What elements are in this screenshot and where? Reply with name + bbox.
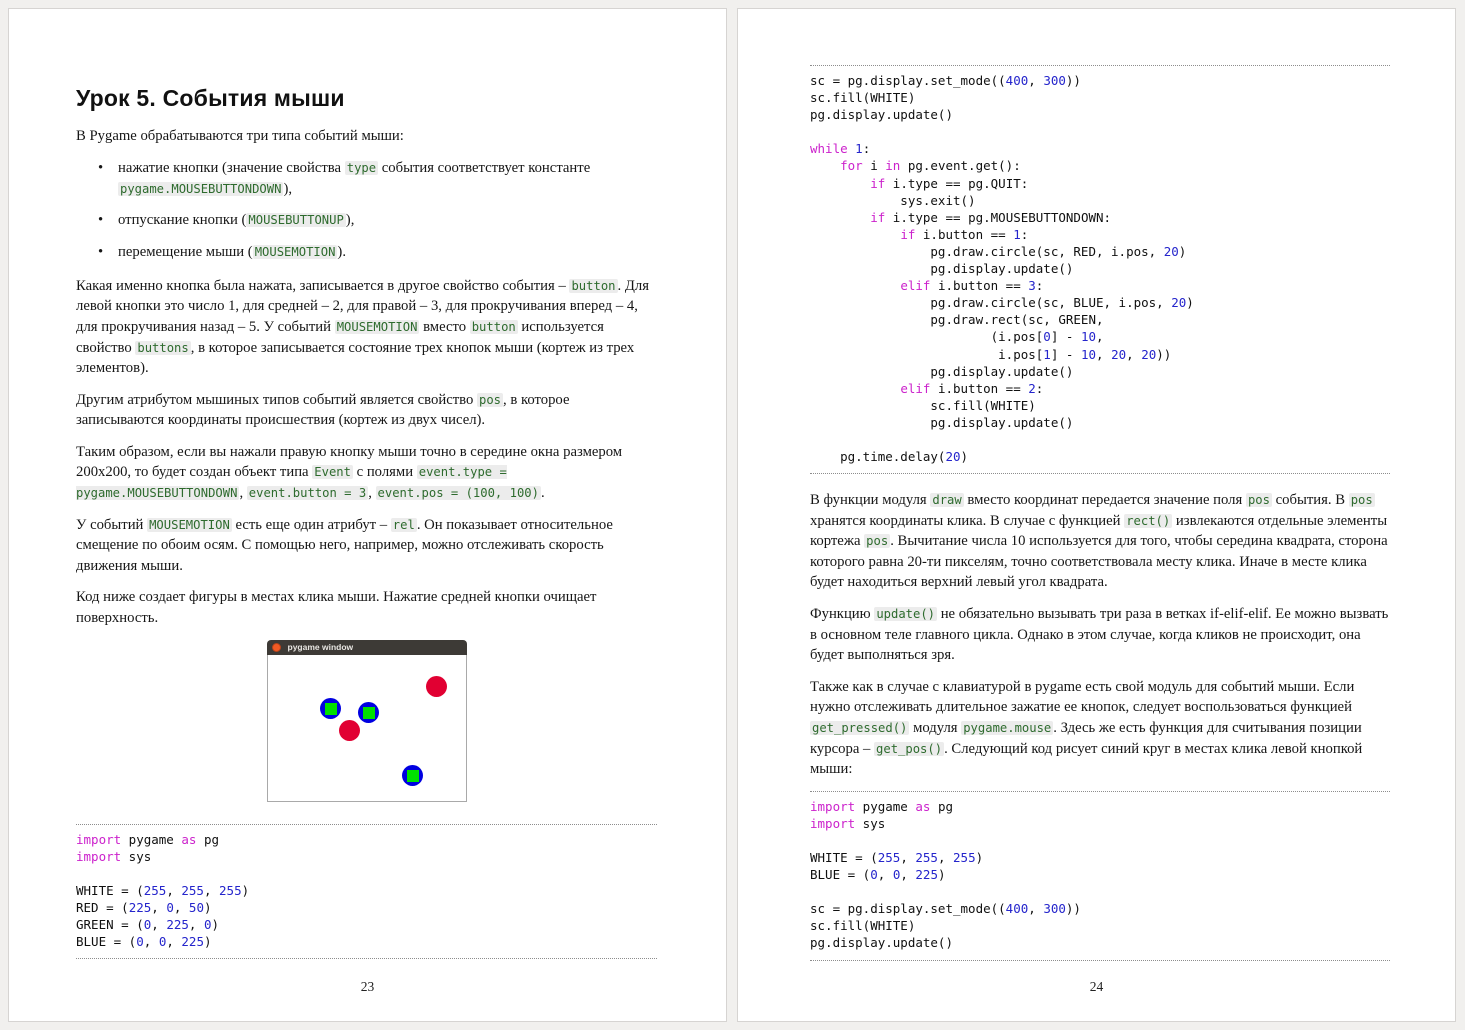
lesson-title: Урок 5. События мыши	[76, 85, 345, 111]
pygame-window	[267, 640, 467, 802]
pygame-window-titlebar	[267, 640, 467, 655]
code-line	[810, 883, 1390, 900]
code-line: elif i.button == 2:	[900, 380, 1044, 396]
code-block-event-loop	[810, 65, 1390, 474]
code-line: if i.button == 1:	[900, 226, 1029, 242]
code-line: WHITE = (255, 255, 255)	[76, 882, 250, 898]
code-line: RED = (225, 0, 50)	[76, 899, 212, 915]
code-line: if i.type == pg.QUIT:	[870, 175, 1029, 191]
inline-code: event.button = 3	[248, 486, 367, 501]
code-line: (i.pos[0] - 10,	[810, 329, 1104, 345]
code-line: pg.draw.circle(sc, BLUE, i.pos, 20)	[810, 295, 1194, 311]
mouse-event-types-list	[98, 158, 657, 263]
code-line: if i.type == pg.MOUSEBUTTONDOWN:	[870, 209, 1112, 225]
code-line: pg.display.update()	[810, 935, 953, 951]
blue-circle-shape	[320, 698, 341, 719]
code-line: pg.display.update()	[810, 363, 1074, 379]
code-line: pg.display.update()	[810, 414, 1074, 430]
inline-code: button	[471, 319, 516, 334]
inline-code: rel	[392, 517, 415, 532]
paragraph-code-intro: Код ниже создает фигуры в местах клика мыши. Нажатие средней кнопки очищает поверхность.	[76, 589, 597, 626]
pygame-window-title: pygame window	[287, 642, 354, 652]
red-circle-shape	[339, 720, 360, 741]
code-line: import sys	[76, 848, 152, 864]
code-block-setup	[76, 824, 657, 960]
inline-code: pos	[479, 392, 502, 407]
code-line: pg.draw.rect(sc, GREEN,	[810, 312, 1104, 328]
code-line: GREEN = (0, 225, 0)	[76, 916, 220, 932]
code-line: import sys	[810, 815, 886, 831]
code-line: sys.exit()	[810, 192, 976, 208]
bullet-item-mousebuttonup: • отпускание кнопки ( MOUSEBUTTONUP ),	[98, 210, 657, 231]
inline-code: get_pressed()	[812, 720, 908, 735]
page-number-right: 24	[1089, 979, 1104, 994]
page-right	[737, 8, 1456, 1022]
paragraph-button-property: Какая именно кнопка была нажата, записывается в другое свойство события – button . Для левой кнопки это число 1, для средней – 2, для правой – 3, для прокручивания вперед – 4, для прокручивания назад – 5. У событий MOUSEMOTION вместо button используется свойство buttons , в которое записывается состояние трех кнопок мыши (кортеж из трех элементов).	[76, 277, 649, 377]
blue-circle-shape	[402, 765, 423, 786]
page-number-left: 23	[360, 979, 375, 994]
green-square-shape	[325, 703, 337, 715]
paragraph-pos-property: Другим атрибутом мышиных типов событий является свойство pos , в которое записываются координаты происшествия (кортеж из двух чисел).	[76, 391, 570, 429]
code-line: sc.fill(WHITE)	[810, 397, 1036, 413]
inline-code: buttons	[137, 340, 189, 355]
blue-circle-shape	[358, 702, 379, 723]
inline-code: Event	[314, 465, 351, 480]
code-line	[810, 431, 1390, 448]
page-left-content	[9, 9, 726, 959]
inline-code: draw	[932, 493, 962, 508]
inline-code: button	[571, 278, 616, 293]
inline-code: get_pos()	[876, 741, 943, 756]
inline-code: MOUSEMOTION	[254, 244, 336, 259]
inline-code: pygame.MOUSEBUTTONDOWN	[120, 181, 282, 196]
pygame-window-canvas	[267, 655, 467, 802]
bullet-item-mousebuttondown: • нажатие кнопки (значение свойства type события соответствует константе pygame.MOUSEBUTTONDOWN ),	[98, 158, 657, 201]
code-line	[810, 123, 1390, 140]
code-line: while 1:	[810, 141, 871, 157]
code-line: sc = pg.display.set_mode((400, 300))	[810, 901, 1081, 917]
paragraph-draw-explanation: В функции модуля draw вместо координат передается значение поля pos события. В pos хранятся координаты клика. В случае с функцией rect() извлекаются отдельные элементы кортежа pos . Вычитание числа 10 используется для того, чтобы середина квадрата, сторона которого равна 20-ти пикселям, точно соответствовала месту клика. Иначе в месте клика будет находиться верхний левый угол квадрата.	[810, 492, 1388, 591]
green-square-shape	[407, 770, 419, 782]
page-right-content	[738, 9, 1455, 961]
code-line: pg.draw.circle(sc, RED, i.pos, 20)	[810, 243, 1187, 259]
red-circle-shape	[426, 676, 447, 697]
code-line: pg.display.update()	[810, 261, 1074, 277]
code-line: sc.fill(WHITE)	[810, 918, 916, 934]
inline-code: MOUSEMOTION	[149, 517, 230, 532]
inline-code: update()	[876, 607, 936, 622]
inline-code: pos	[1350, 493, 1373, 508]
code-line: BLUE = (0, 0, 225)	[76, 934, 212, 950]
paragraph-mouse-module: Также как в случае с клавиатурой в pygame есть свой модуль для событий мыши. Если нужно отслеживать длительное зажатие ее кнопок, следует воспользоваться функцией get_pressed() модуля pygame.mouse . Здесь же есть функция для считывания позиции курсора – get_pos() . Следующий код рисует синий круг в местах клика левой кнопкой мыши:	[810, 678, 1363, 778]
code-line	[76, 865, 657, 882]
paragraph-update-explanation: Функцию update() не обязательно вызывать три раза в ветках if-elif-elif. Ее можно вызвать в основном теле главного цикла. Однако в этом случае, когда кликов не происходит, она будет выполняться зря.	[810, 606, 1389, 664]
code-line: import pygame as pg	[810, 798, 954, 814]
pygame-window-figure	[76, 640, 657, 802]
code-line: import pygame as pg	[76, 831, 220, 847]
code-line: BLUE = (0, 0, 225)	[810, 867, 946, 883]
page-left	[8, 8, 727, 1022]
code-line: pg.display.update()	[810, 107, 953, 123]
inline-code: pos	[866, 534, 889, 549]
inline-code: pygame.mouse	[963, 720, 1052, 735]
inline-code: type	[346, 160, 377, 175]
code-line: elif i.button == 3:	[900, 278, 1044, 294]
paragraph-rel-property: У событий MOUSEMOTION есть еще один атрибут – rel . Он показывает относительное смещение по обоим осям. С помощью него, например, можно отслеживать скорость движения мыши.	[76, 516, 613, 574]
inline-code: rect()	[1126, 513, 1171, 528]
code-line: i.pos[1] - 10, 20, 20))	[810, 346, 1172, 362]
inline-code: event.pos = (100, 100)	[377, 486, 539, 501]
paragraph-event-example: Таким образом, если вы нажали правую кнопку мыши точно в середине окна размером 200x200, то будет создан объект типа Event с полями event.type = pygame.MOUSEBUTTONDOWN , event.button = 3 , event.pos = (100, 100) .	[76, 443, 623, 502]
inline-code: event.type = pygame.MOUSEBUTTONDOWN	[76, 465, 507, 501]
code-line: for i in pg.event.get():	[840, 158, 1021, 174]
intro-paragraph: В Pygame обрабатываются три типа событий мыши:	[76, 128, 404, 144]
window-close-icon	[272, 643, 281, 652]
bullet-item-mousemotion: • перемещение мыши ( MOUSEMOTION ).	[98, 242, 657, 263]
code-line: sc.fill(WHITE)	[810, 90, 916, 106]
inline-code: MOUSEMOTION	[336, 319, 418, 334]
code-line: WHITE = (255, 255, 255)	[810, 849, 984, 865]
code-line	[810, 832, 1390, 849]
code-block-mouse-module	[810, 791, 1390, 961]
green-square-shape	[363, 707, 375, 719]
code-line: pg.time.delay(20)	[810, 449, 969, 465]
inline-code: pos	[1247, 493, 1270, 508]
code-line: sc = pg.display.set_mode((400, 300))	[810, 73, 1081, 88]
inline-code: MOUSEBUTTONUP	[248, 213, 344, 228]
